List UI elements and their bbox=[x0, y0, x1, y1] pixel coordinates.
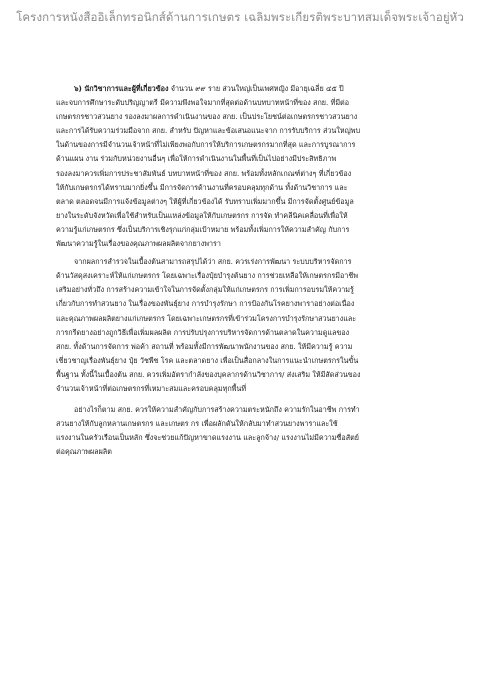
text-line: จากผลการสำรวจในเบื้องต้นสามารถสรุปได้ว่า สกย. ควรเร่งการพัฒนา ระบบบริหารจัดการ bbox=[74, 257, 352, 267]
page-header-title: โครงการหนังสืออิเล็กทรอนิกส์ด้านการเกษตร เฉลิมพระเกียรติพระบาทสมเด็จพระเจ้าอยู่หัว bbox=[16, 10, 464, 24]
paragraph-conclusion bbox=[56, 255, 450, 396]
text-line: การกรีดยางอย่างถูกวิธีเพื่อเพิ่มผลผลิต การปรับปรุงการบริหารจัดการด้านตลาดในความดูแลของ bbox=[56, 327, 350, 337]
text-line: ต่อคุณภาพผลผลิต bbox=[56, 447, 112, 457]
text-line: สวนยางให้กับลูกหลานเกษตรกร และเกษตร กร เพื่อผลักดันให้กลับมาทำสวนยางพาราและใช้ bbox=[56, 419, 338, 429]
text-line: เกี่ยวกับการทำสวนยาง ในเรื่องของพันธุ์ยาง การบำรุงรักษา การป้องกันโรคยางพาราอย่างต่อเนื่อง bbox=[56, 299, 355, 309]
text-line: เชี่ยวชาญเรื่องพันธุ์ยาง ปุ๋ย วัชพืช โรค และตลาดยาง เพื่อเป็นสื่อกลางในการแนะนำเกษตรกรในขั้น bbox=[56, 355, 359, 365]
text-line: ในด้านของการมีจำนวนเจ้าหน้าที่ไม่เพียงพอกับการให้บริการเกษตรกรมากที่สุด และการบูรณาการ bbox=[56, 140, 356, 150]
text-line: ความรู้แก่เกษตรกร ซึ่งเป็นบริการเชิงรุกแก่กลุ่มเป้าหมาย พร้อมทั้งเพิ่มการให้ความสำคัญ กับการ bbox=[56, 224, 350, 234]
text-line: สกย. ทั้งด้านการจัดการ พ่อค้า สถานที่ พร้อมทั้งมีการพัฒนาพนักงานของ สกย. ให้มีความรู้ ความ bbox=[56, 341, 353, 351]
text-line: และการได้รับความร่วมมือจาก สกย. สำหรับ ปัญหาและข้อเสนอแนะจาก การรับบริการ ส่วนใหญ่พบ bbox=[56, 126, 361, 136]
text-line: และจบการศึกษาระดับปริญญาตรี มีความพึงพอใจมากที่สุดต่อด้านบทบาทหน้าที่ของ สกย. ที่มีต่อ bbox=[56, 98, 350, 108]
text-line: ให้กับเกษตรกรได้ทราบมากยิ่งขึ้น มีการจัดการด้านงานที่ครอบคลุมทุกด้าน ทั้งด้านวิชาการ และ bbox=[56, 182, 348, 192]
document-body bbox=[56, 82, 450, 459]
text-line: ด้านวัสดุสงเคราะห์ให้แก่เกษตรกร โดยเฉพาะเรื่องปุ๋ยบำรุงต้นยาง การช่วยเหลือให้เกษตรกรมีอาชีพ bbox=[56, 271, 358, 281]
text-line: เกษตรกรชาวสวนยาง รองลงมาผลการดำเนินงานของ สกย. เป็นประโยชน์ต่อเกษตรกรชาวสวนยาง bbox=[56, 112, 358, 122]
text-line: จำนวนเจ้าหน้าที่ต่อเกษตรกรที่เหมาะสมและครอบคลุมทุกพื้นที่ bbox=[56, 383, 247, 393]
text-line: อย่างไรก็ตาม สกย. ควรให้ความสำคัญกับการสร้างความตระหนักถึง ความรักในอาชีพ การทำ bbox=[74, 405, 360, 415]
paragraph-stakeholders bbox=[56, 82, 450, 251]
text-line: พื้นฐาน ทั้งนี้ในเบื้องต้น สกย. ควรเพิ่มอัตรากำลังของบุคลากรด้านวิชาการ/ ส่งเสริม ให้มีสัดส่วนของ bbox=[56, 369, 361, 379]
text-line bbox=[56, 82, 450, 96]
text-line: เสริมอย่างทั่วถึง การสร้างความเข้าใจในการจัดตั้งกลุ่มให้แก่เกษตรกร การเพิ่มการอบรมให้ความรู้ bbox=[56, 285, 354, 295]
text-line: พัฒนาความรู้ในเรื่องของคุณภาพผลผลิตจากยางพารา bbox=[56, 239, 221, 249]
text-line: และคุณภาพผลผลิตยางแก่เกษตรกร โดยเฉพาะเกษตรกรที่เข้าร่วมโครงการบำรุงรักษาสวนยางและ bbox=[56, 313, 357, 323]
text-line: ด้านแผน งาน ร่วมกับหน่วยงานอื่นๆ เพื่อให้การดำเนินงานในพื้นที่เป็นไปอย่างมีประสิทธิภาพ bbox=[56, 154, 337, 164]
section-heading: ๖) นักวิชาการและผู้ที่เกี่ยวข้อง bbox=[74, 84, 169, 93]
text-line: แรงงานในครัวเรือนเป็นหลัก ซึ่งจะช่วยแก้ปัญหาขาดแรงงาน และลูกจ้าง/ แรงงานไม่มีความซื่อสัตย์ bbox=[56, 433, 359, 443]
text-line: ยางในระดับจังหวัดเพื่อใช้สำหรับเป็นแหล่งข้อมูลให้กับเกษตรกร การจัด ทำคลีนิคเคลื่อนที่เพื่อให้ bbox=[56, 210, 348, 220]
text-line: ตลาด ตลอดจนมีการแจ้งข้อมูลต่างๆ ให้ผู้ที่เกี่ยวข้องได้ รับทราบเพิ่มมากขึ้น มีการจัดตั้งศูนย์ข้อมูล bbox=[56, 196, 354, 206]
text-line: รองลงมาควรเพิ่มการประชาสัมพันธ์ บทบาทหน้าที่ของ สกย. พร้อมทั้งหลักเกณฑ์ต่างๆ ที่เกี่ยวข้อง bbox=[56, 168, 352, 178]
text-line-rest: จำนวน ๙๙ ราย ส่วนใหญ่เป็นเพศหญิง มีอายุเฉลี่ย ๔๕ ปี bbox=[168, 84, 344, 93]
paragraph-recommendation bbox=[56, 403, 450, 459]
